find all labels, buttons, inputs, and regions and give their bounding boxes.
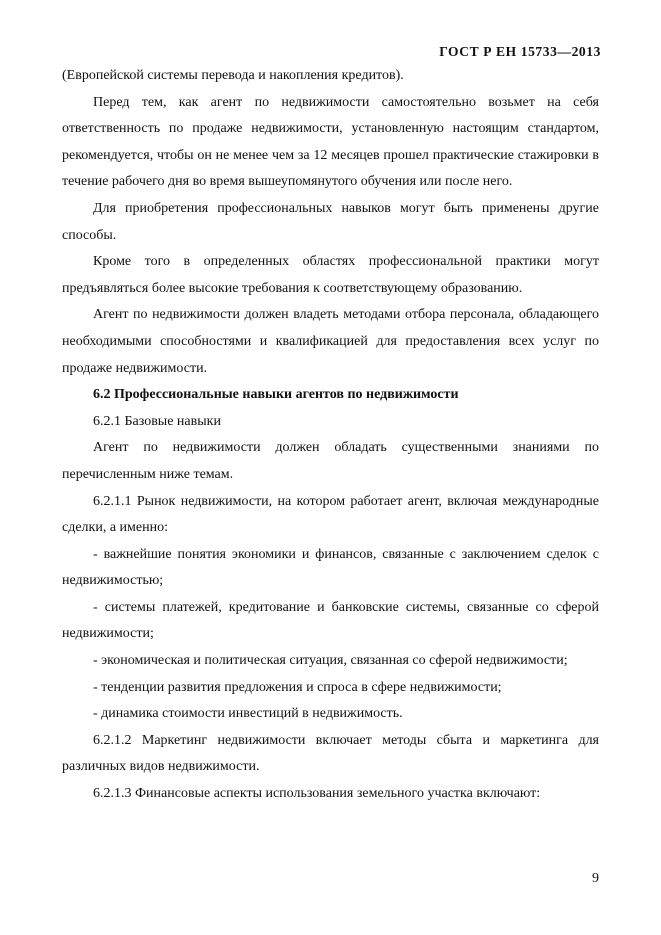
- paragraph-personnel-selection: Агент по недвижимости должен владеть методами отбора персонала, обладающего необходимыми способностями и квалификацией для предоставления всех услуг по продаже недвижимости.: [62, 307, 599, 376]
- paragraph-higher-requirements: Кроме того в определенных областях профессиональной практики могут предъявляться более высокие требования к соответствующему образованию.: [62, 254, 599, 296]
- paragraph-knowledge: Агент по недвижимости должен обладать существенными знаниями по перечисленным ниже темам.: [62, 440, 599, 482]
- subsection-heading-6-2-1: 6.2.1 Базовые навыки: [93, 413, 221, 429]
- list-item: - важнейшие понятия экономики и финансов, связанные с заключением сделок с недвижимостью;: [62, 546, 599, 589]
- paragraph-other-methods: Для приобретения профессиональных навыков могут быть применены другие способы.: [62, 200, 599, 243]
- paragraph-continuation: (Европейской системы перевода и накопления кредитов).: [62, 68, 404, 83]
- list-item: - экономическая и политическая ситуация, связанная со сферой недвижимости;: [93, 653, 568, 669]
- section-heading-6-2: 6.2 Профессиональные навыки агентов по недвижимости: [93, 387, 459, 403]
- list-item: - тенденции развития предложения и спроса в сфере недвижимости;: [93, 679, 502, 695]
- paragraph-internship: Перед тем, как агент по недвижимости самостоятельно возьмет на себя ответственность по продаже недвижимости, установленную настоящим стандартом, рекомендуется, чтобы он не менее чем за 12 месяцев прошел практические стажировки в течение рабочего дня во время вышеупомянутого обучения или после него.: [62, 94, 599, 190]
- clause-6-2-1-2: 6.2.1.2 Маркетинг недвижимости включает методы сбыта и маркетинга для различных видов недвижимости.: [62, 732, 599, 775]
- body-text: [62, 63, 599, 808]
- clause-6-2-1-3: 6.2.1.3 Финансовые аспекты использования земельного участка включают:: [93, 786, 541, 802]
- standard-header: ГОСТ Р ЕН 15733—2013: [439, 44, 601, 59]
- clause-6-2-1-1: 6.2.1.1 Рынок недвижимости, на котором работает агент, включая международные сделки, а именно:: [62, 493, 599, 536]
- page-number: 9: [592, 871, 599, 886]
- list-item: - системы платежей, кредитование и банковские системы, связанные со сферой недвижимости;: [62, 599, 599, 642]
- list-item: - динамика стоимости инвестиций в недвижимость.: [93, 706, 403, 722]
